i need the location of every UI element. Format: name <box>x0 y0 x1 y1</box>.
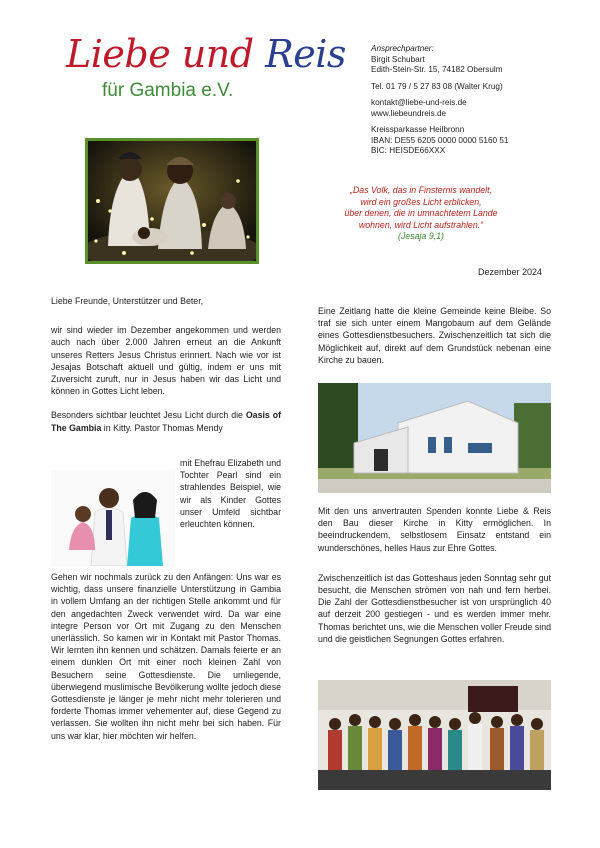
logo-title-a: Liebe und <box>66 32 266 76</box>
nativity-photo <box>85 138 259 264</box>
quote-line-4: wohnen, wird Licht aufstrahlen.“ <box>358 219 484 230</box>
paragraph-oasis-wrap: mit Ehefrau Elizabeth und Tochter Pearl sind ein strahlendes Beispiel, wie wir als Kinder Gottes unser Umfeld sichtbar erleuchten können. <box>180 458 281 530</box>
church-illustration <box>318 383 551 493</box>
bible-quote <box>300 185 542 243</box>
contact-phone: Tel. 01 79 / 5 27 83 08 (Walter Krug) <box>371 81 503 91</box>
congregation-photo <box>318 680 551 790</box>
paragraph-mango-tree: Eine Zeitlang hatte die kleine Gemeinde keine Bleibe. So traf sie sich unter einem Mangobaum auf dem Gelände eines Gottesdienstbesuchers. Zwischenzeitlich tat sich die Möglichkeit auf, direkt auf dem Grundstück nebenan eine Kirche zu bauen. <box>318 306 551 365</box>
contact-website[interactable]: www.liebeundreis.de <box>371 108 447 118</box>
paragraph-intro: wir sind wieder im Dezember angekommen und werden auch nach über 2.000 Jahren erneut an die Ankunft unseres Retters Jesus Christus erinnert. Nach wie vor ist Jesajas Botschaft aktuell und gültig, indem er uns mit Zuversicht zuruft, nur in Jesus haben wir das Licht und können in Gottes Licht leben. <box>51 325 281 397</box>
quote-line-3: über denen, die in umnachtetem Lande <box>344 208 498 218</box>
paragraph-donations: Mit den uns anvertrauten Spenden konnte Liebe & Reis den Bau dieser Kirche in Kitty ermöglichen. In beeindruckendem, selbstlosem Einsatz entstand ein wunderschönes, helles Haus zur Ehre Gottes. <box>318 506 551 553</box>
logo-title <box>66 32 346 76</box>
contact-address: Edith-Stein-Str. 15, 74182 Obersulm <box>371 65 503 74</box>
church-photo <box>318 383 551 493</box>
congregation-illustration <box>318 680 551 790</box>
paragraph-oasis <box>51 409 281 433</box>
paragraph-attendance: Zwischenzeitlich ist das Gotteshaus jeden Sonntag sehr gut besucht, die Menschen strömen von nah und fern herbei. Die Zahl der Gottesdienstbesucher ist von ursprünglich 40 auf derzeit 200 gestiegen - und es werden immer mehr. Thomas berichtet uns, wie die Menschen voller Freude sind und die geistlichen Segnungen Gottes erfahren. <box>318 572 551 644</box>
quote-reference: (Jesaja 9,1) <box>398 231 444 241</box>
family-photo <box>51 470 175 566</box>
left-column-lower <box>51 571 281 754</box>
quote-line-1: „Das Volk, das in Finsternis wandelt, <box>350 185 492 195</box>
greeting: Liebe Freunde, Unterstützer und Beter, <box>51 296 204 306</box>
logo-title-b: Reis <box>265 32 346 76</box>
quote-line-2: wird ein großes Licht erblicken, <box>360 196 482 207</box>
right-column-middle <box>318 505 551 657</box>
contact-block <box>371 44 508 157</box>
contact-email[interactable]: kontakt@liebe-und-reis.de <box>371 98 467 107</box>
left-column <box>51 295 281 434</box>
family-illustration <box>51 470 175 566</box>
nativity-illustration <box>88 141 256 261</box>
bank-bic: BIC: HEISDE66XXX <box>371 146 446 155</box>
bank-name: Kreissparkasse Heilbronn <box>371 125 465 134</box>
organization-logo <box>62 32 346 112</box>
bank-iban: IBAN: DE55 6205 0000 0000 5160 51 <box>371 135 509 145</box>
logo-subtitle: für Gambia e.V. <box>102 80 234 101</box>
contact-name: Birgit Schubart <box>371 54 425 64</box>
paragraph-beginnings: Gehen wir nochmals zurück zu den Anfängen: Uns war es wichtig, dass unsere finanzielle Unterstützung in Gambia in vollem Umfang an der richtigen Stelle ankommt und für den angedachten Zweck verwendet wird. Da war eine integre Person vor Ort mit Zugang zu den Menschen unerlässlich. So kamen wir in Kontakt mit Pastor Thomas. Wir lernten ihn kennen und schätzen. Damals feierte er an einem dunklen Ort mit einer noch kleinen Zahl von Besuchern seine Gottesdienste. Die umliegende, überwiegend muslimische Bevölkerung wollte jedoch diese Gottesdienste je länger je mehr nicht mehr tolerieren und forderte Thomas immer vehementer auf, diese Gegend zu verlassen. Sie wollten ihn nicht mehr bei sich haben. Für uns war klar, hier möchten wir helfen. <box>51 572 281 741</box>
right-column-top <box>318 305 551 378</box>
oasis-text-a: Besonders sichtbar leuchtet Jesu Licht durch die <box>51 410 246 421</box>
oasis-text-c: in Kitty. Pastor Thomas Mendy <box>101 422 223 433</box>
contact-heading: Ansprechpartner: <box>371 44 434 53</box>
oasis-name: Oasis of The Gambia <box>51 410 282 433</box>
letter-date: Dezember 2024 <box>478 267 543 277</box>
